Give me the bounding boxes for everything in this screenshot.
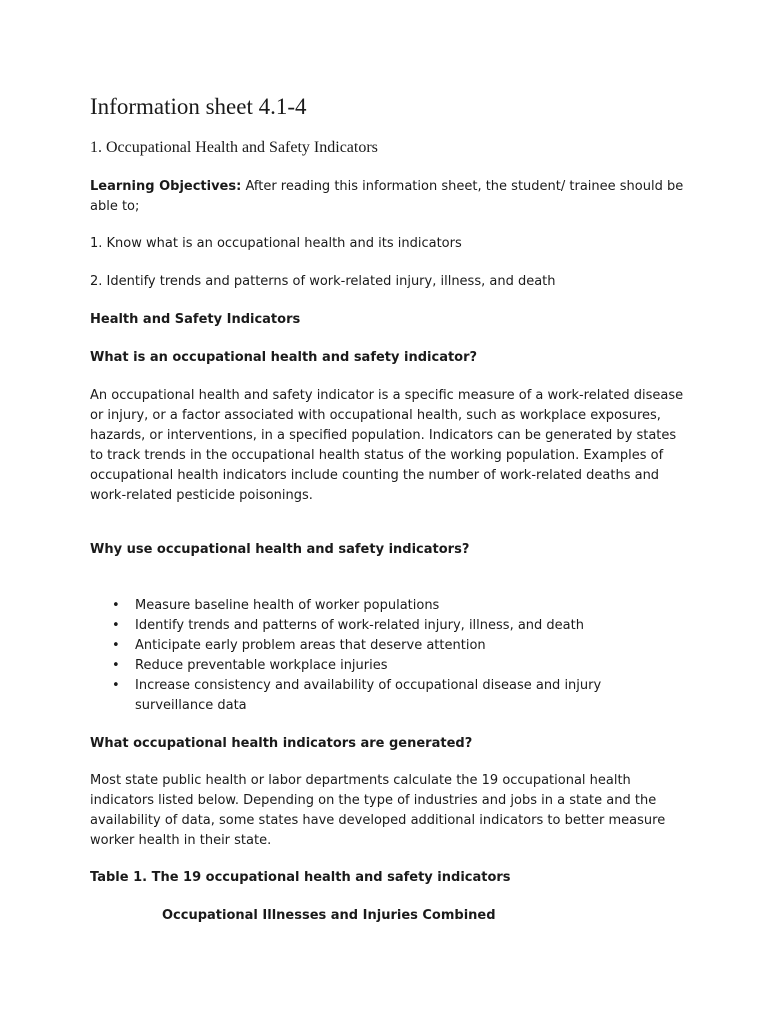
bullet-icon: • [112,658,120,673]
objective-1: 1. Know what is an occupational health and its indicators [90,236,462,251]
table-section-heading: Occupational Illnesses and Injuries Combined [162,908,496,923]
learning-objectives-paragraph [90,177,690,217]
list-item [90,636,670,656]
table-caption: Table 1. The 19 occupational health and safety indicators [90,870,511,885]
list-item [90,676,670,716]
bullet-icon: • [112,598,120,613]
question-what-is-indicator: What is an occupational health and safety indicator? [90,350,478,365]
question-what-indicators-generated: What occupational health indicators are generated? [90,736,473,751]
list-item-text: Measure baseline health of worker populations [135,598,440,613]
objective-2: 2. Identify trends and patterns of work-related injury, illness, and death [90,274,556,289]
list-item [90,596,670,616]
document-title: Information sheet 4.1-4 [90,94,307,119]
bullet-icon: • [112,618,120,633]
list-item [90,616,670,636]
list-item-text: Reduce preventable workplace injuries [135,658,388,673]
list-item-text: Increase consistency and availability of occupational disease and injury surveillance data [135,678,602,713]
list-item-text: Identify trends and patterns of work-related injury, illness, and death [135,618,584,633]
answer-what-is-indicator: An occupational health and safety indicator is a specific measure of a work-related disease or injury, or a factor associated with occupational health, such as workplace exposures, hazards, or interventions, in a specified population. Indicators can be generated by states to track trends in the occupational health status of the working population. Examples of occupational health indicators include counting the number of work-related deaths and work-related pesticide poisonings. [90,388,684,503]
bullet-icon: • [112,638,120,653]
list-item [90,656,670,676]
heading-health-safety-indicators: Health and Safety Indicators [90,312,301,327]
bullet-icon: • [112,678,120,693]
learning-objectives-text: After reading this information sheet, the student/ trainee should be able to; [90,179,684,214]
question-why-use-indicators: Why use occupational health and safety indicators? [90,542,470,557]
list-item-text: Anticipate early problem areas that deserve attention [135,638,486,653]
answer-what-indicators-generated: Most state public health or labor departments calculate the 19 occupational health indicators listed below. Depending on the type of industries and jobs in a state and the availability of data, some states have developed additional indicators to better measure worker health in their state. [90,773,666,848]
section-heading: 1. Occupational Health and Safety Indicators [90,139,378,156]
reasons-bullet-list [90,596,670,716]
learning-objectives-label: Learning Objectives: [90,179,242,194]
